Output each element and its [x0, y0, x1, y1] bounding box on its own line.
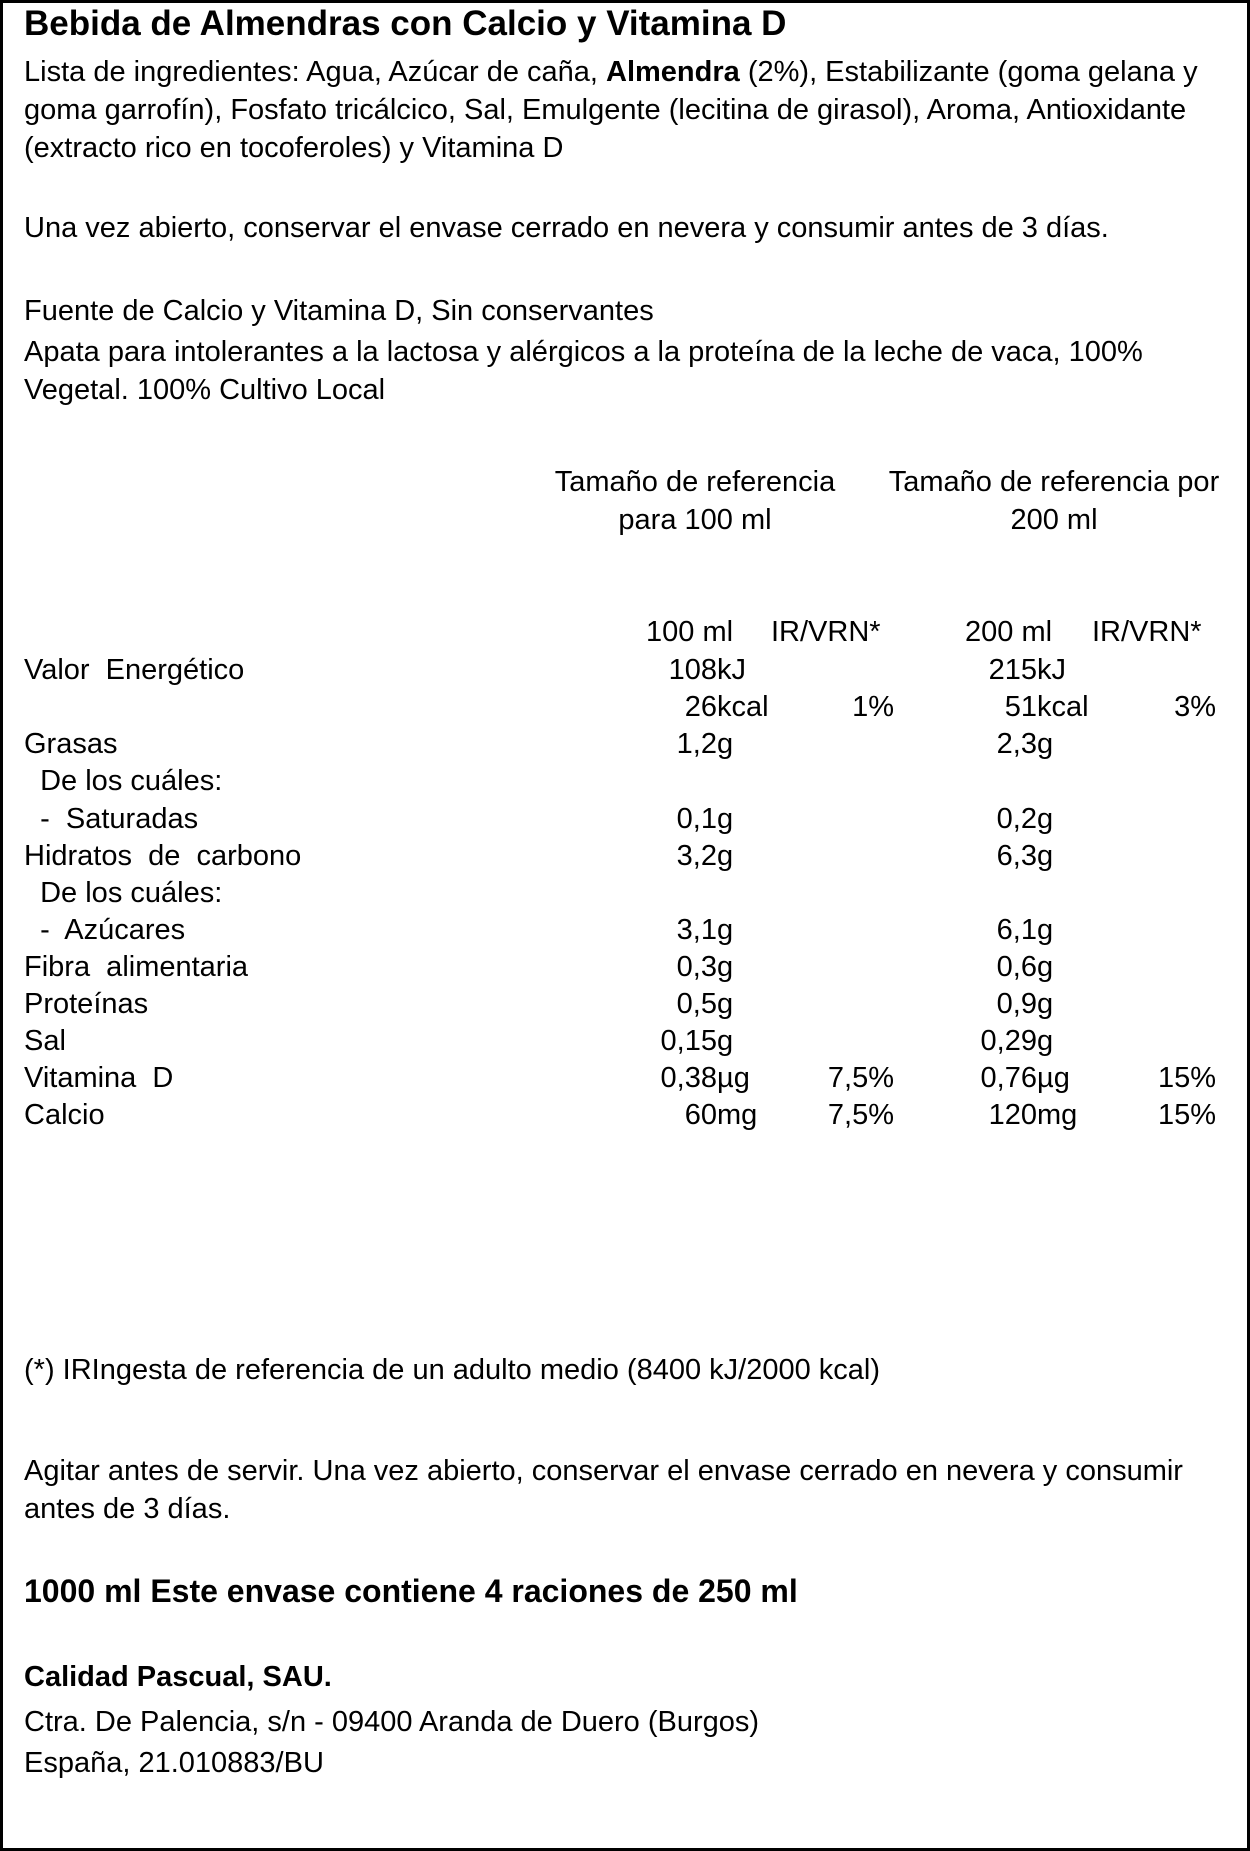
value-200ml: 51 — [1004, 691, 1037, 723]
ir-percent-200ml: 3% — [1174, 691, 1216, 723]
ingredients-list — [24, 53, 1224, 167]
unit-200ml: g — [1037, 914, 1054, 946]
header-100-line2: para 100 ml — [618, 504, 772, 536]
value-200ml: 6,3 — [996, 840, 1037, 872]
value-100ml: 3,1 — [676, 914, 717, 946]
storage-note: Una vez abierto, conservar el envase cerrado en nevera y consumir antes de 3 días. — [24, 212, 1109, 244]
unit-200ml: g — [1037, 988, 1054, 1020]
unit-100ml: g — [717, 840, 734, 872]
ingredients-suffix: (2%), Estabilizante (goma gelana y goma garrofín), Fosfato tricálcico, Sal, Emulgente (lecitina de girasol), Aroma, Antioxidante (extracto rico en tocoferoles) y Vitamina D — [24, 56, 1198, 164]
unit-200ml: g — [1037, 1025, 1054, 1057]
value-200ml: 0,29 — [980, 1025, 1037, 1057]
ingredients-bold-allergen: Almendra — [606, 56, 740, 88]
value-100ml: 0,15 — [660, 1025, 717, 1057]
unit-200ml: kcal — [1037, 691, 1089, 723]
ir-percent-100ml: 7,5% — [827, 1099, 894, 1131]
nutrient-label: - Azúcares — [24, 914, 186, 946]
unit-100ml: g — [717, 988, 734, 1020]
company-country-reg: España, 21.010883/BU — [24, 1747, 324, 1779]
value-200ml: 0,2 — [996, 803, 1037, 835]
unit-100ml: g — [717, 951, 734, 983]
nutrient-label: - Saturadas — [24, 803, 199, 835]
unit-100ml: µg — [717, 1062, 750, 1094]
nutrient-label: Calcio — [24, 1099, 105, 1131]
value-100ml: 108 — [668, 654, 717, 686]
col-ir-vrn-2-header: IR/VRN* — [1092, 616, 1202, 648]
unit-100ml: g — [717, 914, 734, 946]
unit-100ml: kJ — [717, 654, 746, 686]
value-100ml: 0,38 — [660, 1062, 717, 1094]
value-100ml: 60 — [684, 1099, 717, 1131]
nutrient-label: De los cuáles: — [24, 765, 223, 797]
volume-servings-line: 1000 ml Este envase contiene 4 raciones de 250 ml — [24, 1573, 798, 1609]
value-200ml: 120 — [988, 1099, 1037, 1131]
unit-200ml: g — [1037, 951, 1054, 983]
nutrient-label: Hidratos de carbono — [24, 840, 302, 872]
unit-200ml: µg — [1037, 1062, 1070, 1094]
ir-percent-200ml: 15% — [1157, 1062, 1216, 1094]
unit-100ml: g — [717, 1025, 734, 1057]
value-100ml: 3,2 — [676, 840, 717, 872]
value-100ml: 26 — [684, 691, 717, 723]
unit-200ml: g — [1037, 728, 1054, 760]
unit-100ml: g — [717, 803, 734, 835]
value-100ml: 0,5 — [676, 988, 717, 1020]
value-100ml: 0,1 — [676, 803, 717, 835]
suitability-note: Apata para intolerantes a la lactosa y alérgicos a la proteína de la leche de vaca, 100% Vegetal. 100% Cultivo Local — [24, 336, 1143, 406]
product-title: Bebida de Almendras con Calcio y Vitamina D — [24, 4, 787, 43]
unit-100ml: kcal — [717, 691, 769, 723]
nutrient-label: Grasas — [24, 728, 118, 760]
value-200ml: 0,6 — [996, 951, 1037, 983]
value-200ml: 6,1 — [996, 914, 1037, 946]
unit-200ml: g — [1037, 803, 1054, 835]
header-200-line1: Tamaño de referencia por — [888, 466, 1220, 498]
shake-note: Agitar antes de servir. Una vez abierto, conservar el envase cerrado en nevera y consumir antes de 3 días. — [24, 1455, 1183, 1525]
unit-200ml: kJ — [1037, 654, 1066, 686]
value-200ml: 215 — [988, 654, 1037, 686]
claims-line: Fuente de Calcio y Vitamina D, Sin conservantes — [24, 295, 654, 327]
unit-200ml: mg — [1037, 1099, 1078, 1131]
company-name: Calidad Pascual, SAU. — [24, 1661, 332, 1693]
company-address: Ctra. De Palencia, s/n - 09400 Aranda de Duero (Burgos) — [24, 1706, 760, 1738]
unit-100ml: mg — [717, 1099, 758, 1131]
ir-percent-100ml: 7,5% — [827, 1062, 894, 1094]
nutrient-label: Sal — [24, 1025, 66, 1057]
value-100ml: 1,2 — [676, 728, 717, 760]
ir-percent-100ml: 1% — [852, 691, 894, 723]
col-100ml-header: 100 ml — [646, 616, 734, 648]
unit-100ml: g — [717, 728, 734, 760]
value-200ml: 2,3 — [996, 728, 1037, 760]
nutrient-label: Fibra alimentaria — [24, 951, 249, 983]
footnote: (*) IRIngesta de referencia de un adulto medio (8400 kJ/2000 kcal) — [24, 1354, 880, 1386]
header-100-line1: Tamaño de referencia — [554, 466, 836, 498]
ingredients-prefix: Lista de ingredientes: Agua, Azúcar de caña, — [24, 56, 607, 88]
header-200-line2: 200 ml — [1010, 504, 1098, 536]
ir-percent-200ml: 15% — [1157, 1099, 1216, 1131]
unit-200ml: g — [1037, 840, 1054, 872]
value-100ml: 0,3 — [676, 951, 717, 983]
nutrient-label: Proteínas — [24, 988, 149, 1020]
nutrient-label: De los cuáles: — [24, 877, 223, 909]
col-ir-vrn-1-header: IR/VRN* — [771, 616, 881, 648]
nutrient-label: Vitamina D — [24, 1062, 174, 1094]
value-200ml: 0,76 — [980, 1062, 1037, 1094]
value-200ml: 0,9 — [996, 988, 1037, 1020]
col-200ml-header: 200 ml — [965, 616, 1053, 648]
nutrient-label: Valor Energético — [24, 654, 245, 686]
